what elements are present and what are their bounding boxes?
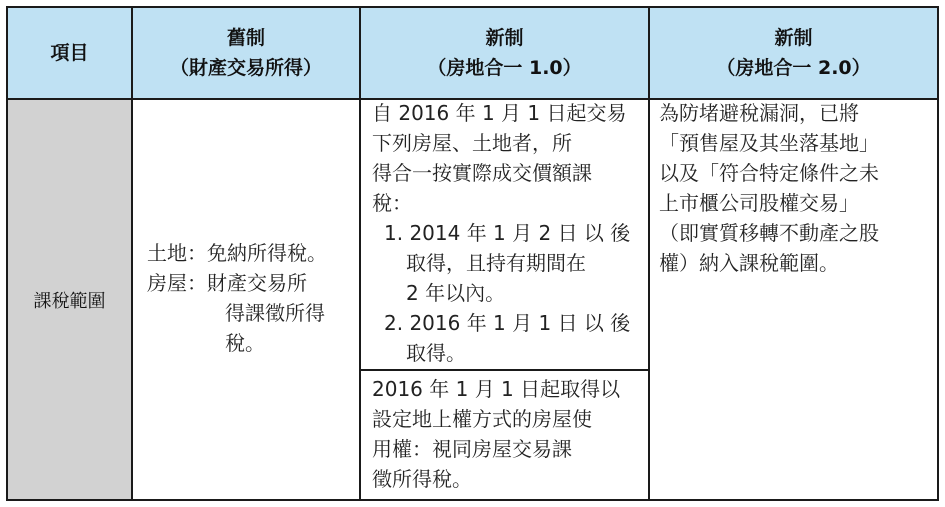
new1b-line2: 設定地上權方式的房屋使 (372, 407, 592, 431)
border-bottom (6, 499, 939, 501)
new2-line4: 上市櫃公司股權交易」 (659, 191, 859, 215)
border-top (6, 6, 939, 8)
border-header-bottom (6, 98, 939, 100)
new2-line2: 「預售屋及其坐落基地」 (659, 131, 879, 155)
row-label-text: 課稅範圍 (33, 290, 106, 312)
old-house-line-cont1: 得課徵所得 (225, 301, 325, 325)
header-new-system-2 (649, 7, 938, 99)
new1b-line4: 徵所得稅。 (372, 467, 472, 491)
new1-line4: 稅： (372, 191, 412, 215)
new1-item1-line2: 取得，且持有期間在 (406, 251, 586, 275)
header-old-title: 舊制 (226, 27, 265, 49)
row-label-tax-scope (7, 99, 132, 500)
header-item-label: 項目 (50, 42, 89, 64)
border-col1 (131, 6, 133, 501)
new1-item2-line2: 取得。 (406, 341, 466, 365)
old-land-line: 土地：免納所得稅。 (147, 241, 327, 265)
header-new2-subtitle: （房地合一 2.0） (716, 57, 871, 79)
new1-item1-line1: 1. 2014 年 1 月 2 日 以 後 (384, 221, 631, 245)
new1-line3: 得合一按實際成交價額課 (372, 161, 592, 185)
cell-new1-superficies (372, 374, 644, 494)
new2-line6: 權）納入課稅範圍。 (659, 251, 839, 275)
cell-old-system (147, 238, 357, 358)
border-col2 (359, 6, 361, 501)
new2-line1: 為防堵避稅漏洞，已將 (659, 101, 859, 125)
new1b-line1: 2016 年 1 月 1 日起取得以 (372, 377, 621, 401)
header-new1-title: 新制 (485, 27, 524, 49)
old-house-line: 房屋：財產交易所 (147, 271, 307, 295)
old-house-line-cont2: 稅。 (225, 331, 265, 355)
new2-line5: （即實質移轉不動產之股 (659, 221, 879, 245)
new1-line1: 自 2016 年 1 月 1 日起交易 (372, 101, 627, 125)
header-old-subtitle: （財產交易所得） (169, 57, 322, 79)
new1-item2-line1: 2. 2016 年 1 月 1 日 以 後 (384, 311, 631, 335)
border-new1-split (360, 369, 649, 371)
cell-new1-main (372, 98, 644, 368)
border-col3 (648, 6, 650, 501)
border-right (937, 6, 939, 501)
header-new2-title: 新制 (774, 27, 813, 49)
header-old-system (132, 7, 360, 99)
cell-new2 (659, 98, 935, 278)
new1-line2: 下列房屋、土地者，所 (372, 131, 572, 155)
new1-item1-line3: 2 年以內。 (406, 281, 506, 305)
header-new1-subtitle: （房地合一 1.0） (427, 57, 582, 79)
header-item (7, 7, 132, 99)
new1b-line3: 用權：視同房屋交易課 (372, 437, 572, 461)
new2-line3: 以及「符合特定條件之未 (659, 161, 879, 185)
border-left (6, 6, 8, 501)
header-new-system-1 (360, 7, 649, 99)
